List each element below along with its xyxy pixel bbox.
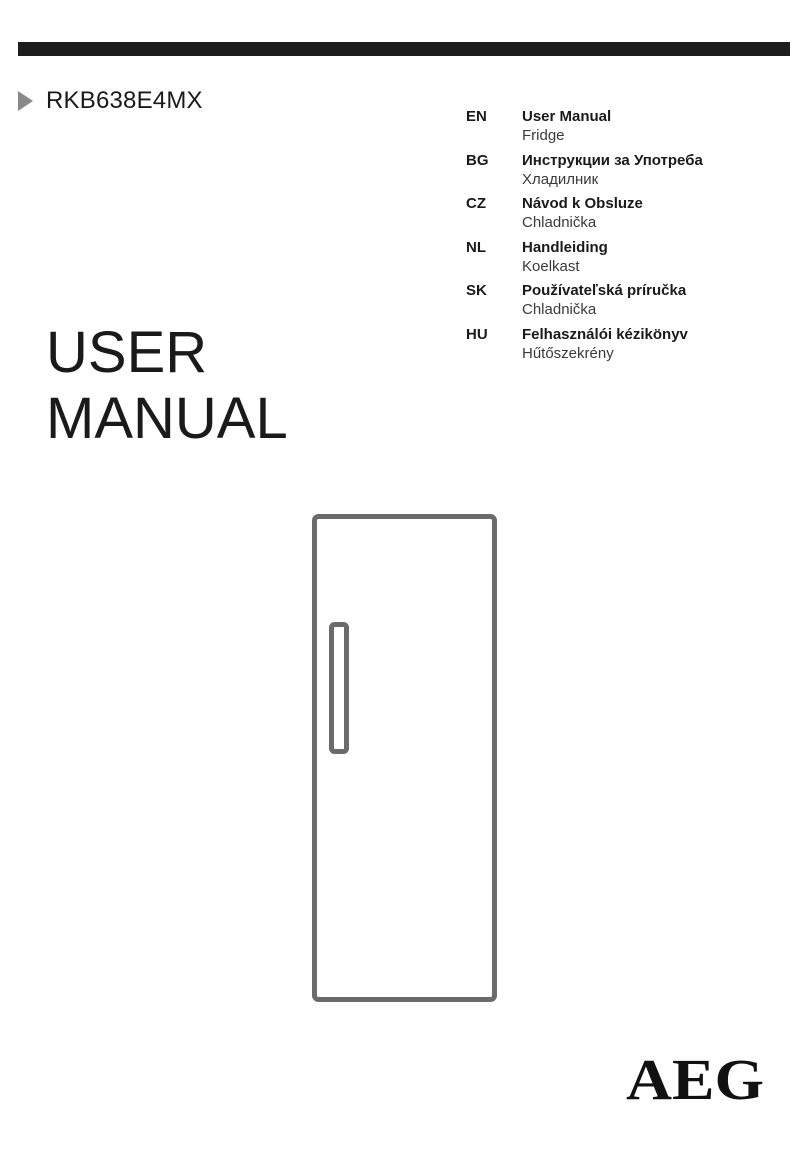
- language-item-en: [466, 107, 796, 151]
- fridge-handle: [332, 625, 347, 752]
- language-item-cz: [466, 194, 796, 238]
- aeg-logo-text: AEG: [626, 1047, 764, 1107]
- language-code: NL: [466, 238, 486, 256]
- cover-title: [46, 320, 288, 452]
- language-list: [466, 107, 796, 369]
- cover-title-line2: MANUAL: [46, 386, 288, 451]
- language-title: Handleiding: [522, 238, 608, 256]
- language-subtitle: Chladnička: [522, 301, 597, 319]
- language-code: HU: [466, 325, 488, 343]
- top-bar: [18, 42, 790, 56]
- language-code: SK: [466, 282, 487, 300]
- language-title: Používateľská príručka: [522, 282, 687, 300]
- language-subtitle: Chladnička: [522, 214, 597, 232]
- language-title: User Manual: [522, 108, 612, 125]
- language-item-nl: [466, 238, 796, 282]
- language-title: Felhasználói kézikönyv: [522, 325, 688, 343]
- language-code: CZ: [466, 195, 486, 213]
- language-item-hu: [466, 325, 796, 369]
- language-subtitle: Хладилник: [522, 170, 599, 188]
- cover-title-line1: USER: [46, 320, 208, 385]
- language-subtitle: Koelkast: [522, 257, 580, 275]
- model-number: RKB638E4MX: [46, 87, 203, 114]
- fridge-icon: [312, 514, 497, 1002]
- aeg-logo: [626, 1047, 766, 1107]
- fridge-body: [315, 517, 495, 1000]
- language-title: Návod k Obsluze: [522, 195, 643, 213]
- language-title: Инструкции за Употреба: [522, 151, 703, 169]
- language-code: EN: [466, 108, 487, 125]
- language-item-sk: [466, 281, 796, 325]
- triangle-arrow-icon: [18, 91, 33, 111]
- language-subtitle: Hűtőszekrény: [522, 344, 614, 362]
- language-code: BG: [466, 151, 489, 169]
- language-subtitle: Fridge: [522, 127, 565, 144]
- language-item-bg: [466, 151, 796, 195]
- model-row: [18, 86, 203, 116]
